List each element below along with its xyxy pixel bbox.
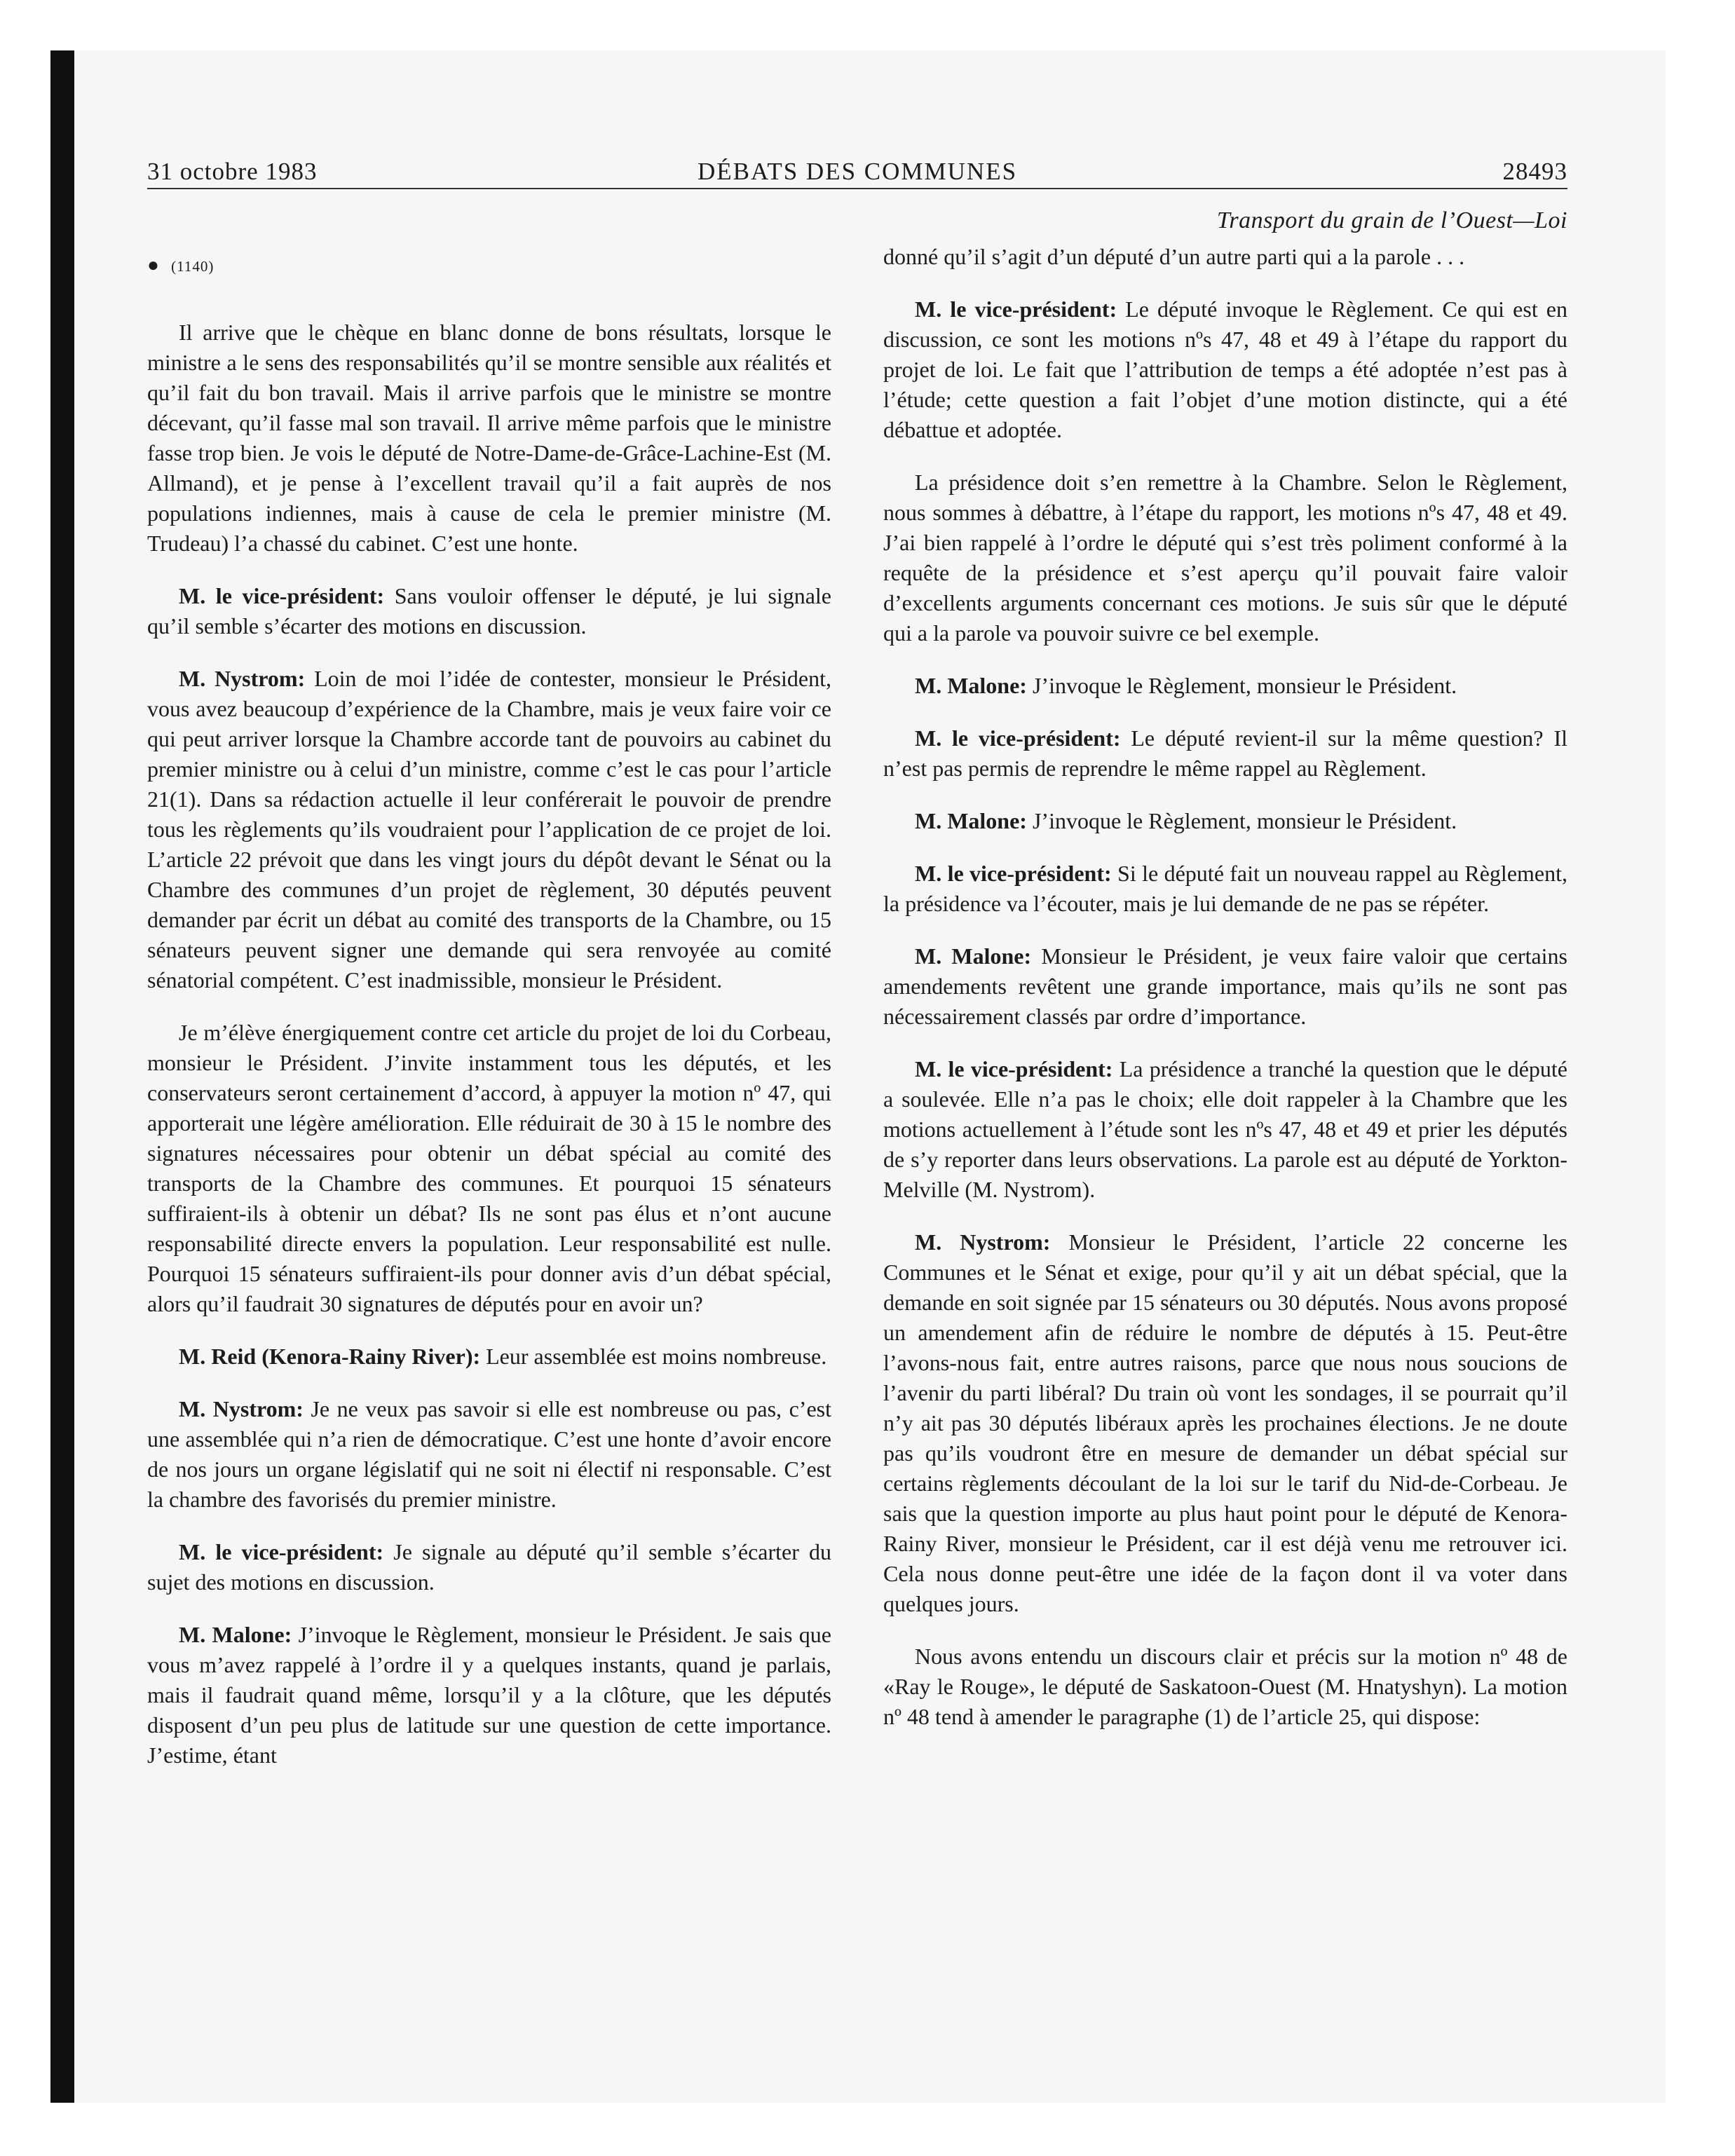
paragraph (147, 1018, 831, 1319)
scan-edge (50, 50, 74, 2103)
paragraph-text: Monsieur le Président, je veux faire valoir que certains amendements revêtent une grande importance, mais qu’ils ne sont pas nécessairement classés par ordre d’importance. (883, 943, 1568, 1029)
paragraph (883, 723, 1567, 784)
speaker-name: M. Malone: (915, 673, 1027, 698)
right-column (883, 242, 1567, 1754)
speaker-name: M. le vice-président: (915, 296, 1117, 322)
paragraph-text: Je ne veux pas savoir si elle est nombreuse ou pas, c’est une assemblée qui n’a rien de démocratique. C’est une honte d’avoir encore de nos jours un organe législatif qui ne soit ni électif ni responsable. C’est la chambre des favorisés du premier ministre. (147, 1396, 832, 1512)
paragraph-text: Le député revient-il sur la même question? Il n’est pas permis de reprendre le même rappel au Règlement. (883, 725, 1568, 781)
paragraph (883, 468, 1567, 648)
header-journal-title: DÉBATS DES COMMUNES (697, 158, 1018, 185)
paragraph-text: J’invoque le Règlement, monsieur le Président. Je sais que vous m’avez rappelé à l’ordre il y a quelques instants, quand je parlais, mais il faudrait quand même, lorsqu’il y a la clôture, que les députés disposent d’un peu plus de latitude sur une question de cette importance. J’estime, étant (147, 1622, 832, 1768)
paragraph (147, 318, 831, 559)
paragraph-text: Si le député fait un nouveau rappel au Règlement, la présidence va l’écouter, mais je lui demande de ne pas se répéter. (883, 861, 1568, 916)
speaker-name: M. le vice-président: (179, 1539, 384, 1564)
paragraph (883, 242, 1567, 272)
speaker-name: M. Malone: (915, 808, 1027, 833)
paragraph (147, 1394, 831, 1515)
speaker-name: M. Malone: (179, 1622, 292, 1647)
speaker-name: M. le vice-président: (915, 1056, 1113, 1082)
speaker-name: M. Malone: (915, 943, 1032, 969)
bullet-icon: ● (147, 254, 160, 276)
header-page-number: 28493 (1502, 158, 1567, 185)
paragraph-text: Leur assemblée est moins nombreuse. (480, 1344, 827, 1369)
speaker-name: M. le vice-président: (915, 861, 1112, 886)
paragraph-text: Sans vouloir offenser le député, je lui signale qu’il semble s’écarter des motions en discussion. (147, 583, 832, 639)
running-title: Transport du grain de l’Ouest—Loi (1216, 207, 1567, 233)
paragraph (147, 1342, 831, 1372)
speaker-name: M. le vice-président: (915, 725, 1121, 751)
paragraph-text: La présidence doit s’en remettre à la Chambre. Selon le Règlement, nous sommes à débattre, à l’étape du rapport, les motions nºs 47, 48 et 49. J’ai bien rappelé à l’ordre le député qui s’est très poliment conformé à la requête de la présidence et s’est aperçu qu’il pouvait faire valoir d’excellents arguments concernant ces motions. Je suis sûr que le député qui a la parole va pouvoir suivre ce bel exemple. (883, 470, 1567, 646)
paragraph (883, 806, 1567, 836)
paragraph (883, 1642, 1567, 1732)
paragraph (147, 1537, 831, 1597)
paragraph-text: Le député invoque le Règlement. Ce qui est en discussion, ce sont les motions nºs 47, 48 et 49 à l’étape du rapport du projet de loi. Le fait que l’attribution de temps a été adoptée n’est pas à l’étude; cette question a fait l’objet d’une motion distincte, qui a été débattue et adoptée. (883, 296, 1568, 442)
paragraph-text: Je m’élève énergiquement contre cet article du projet de loi du Corbeau, monsieur le Président. J’invite instamment tous les députés, et les conservateurs seront certainement d’accord, à appuyer la motion nº 47, qui apporterait une légère amélioration. Elle réduirait de 30 à 15 le nombre des signatures nécessaires pour obtenir un débat spécial au comité des transports de la Chambre des communes. Et pourquoi 15 sénateurs suffiraient-ils à obtenir un débat? Ils ne sont pas élus et n’ont aucune responsabilité directe envers la population. Leur responsabilité est nulle. Pourquoi 15 sénateurs suffiraient-ils pour donner avis d’un débat spécial, alors qu’il faudrait 30 signatures de députés pour en avoir un? (147, 1020, 831, 1316)
header-rule (147, 188, 1567, 189)
right-paragraphs (883, 242, 1567, 1732)
timestamp-marker (147, 250, 831, 318)
paragraph-text: Je signale au député qu’il semble s’écarter du sujet des motions en discussion. (147, 1539, 831, 1595)
paragraph-text: J’invoque le Règlement, monsieur le Président. (1026, 808, 1457, 833)
speaker-name: M. Nystrom: (179, 1396, 304, 1421)
speaker-name: M. le vice-président: (179, 583, 385, 608)
timestamp-text: (1140) (171, 258, 215, 275)
speaker-name: M. Nystrom: (915, 1229, 1051, 1255)
paragraph (883, 1227, 1567, 1619)
paragraph (147, 664, 831, 995)
paragraph-text: La présidence a tranché la question que le député a soulevée. Elle n’a pas le choix; elle doit rappeler à la Chambre que les motions actuellement à l’étude sont les nºs 47, 48 et 49 et prier les députés de s’y reporter dans leurs observations. La parole est au député de Yorkton-Melville (M. Nystrom). (883, 1056, 1568, 1202)
page-header (147, 158, 1567, 191)
paragraph (147, 1620, 831, 1770)
paragraph (883, 941, 1567, 1032)
speaker-name: M. Nystrom: (179, 666, 306, 691)
paragraph-text: J’invoque le Règlement, monsieur le Président. (1026, 673, 1457, 698)
header-date: 31 octobre 1983 (147, 158, 318, 185)
paragraph-text: donné qu’il s’agit d’un député d’un autre parti qui a la parole . . . (883, 244, 1465, 269)
paragraph (883, 859, 1567, 919)
speaker-name: M. Reid (Kenora-Rainy River): (179, 1344, 481, 1369)
paragraph (883, 671, 1567, 701)
left-paragraphs (147, 318, 831, 1770)
paragraph-text: Monsieur le Président, l’article 22 concerne les Communes et le Sénat et exige, pour qu’il y ait un débat spécial, que la demande en soit signée par 15 sénateurs ou 30 députés. Nous avons proposé un amendement afin de réduire le nombre de députés à 15. Peut-être l’avons-nous fait, entre autres raisons, parce que nous nous soucions de l’avenir du parti libéral? Du train où vont les sondages, il se pourrait qu’il n’y ait pas 30 députés libéraux après les prochaines élections. Je ne doute pas qu’ils voudront être en mesure de demander un débat spécial sur certains règlements découlant de la loi sur le tarif du Nid-de-Corbeau. Je sais que la question importe au plus haut point pour le député de Kenora-Rainy River, monsieur le Président, car il est déjà venu me retrouver ici. Cela nous donne peut-être une idée de la façon dont il va voter dans quelques jours. (883, 1229, 1568, 1616)
paragraph (883, 1054, 1567, 1205)
paragraph-text: Il arrive que le chèque en blanc donne de bons résultats, lorsque le ministre a le sens des responsabilités qu’il se montre sensible aux réalités et qu’il fait du bon travail. Mais il arrive parfois que le ministre se montre décevant, qu’il fasse mal son travail. Il arrive même parfois que le ministre fasse trop bien. Je vois le député de Notre-Dame-de-Grâce-Lachine-Est (M. Allmand), et je pense à l’excellent travail qu’il a fait auprès de nos populations indiennes, mais à cause de cela le premier ministre (M. Trudeau) l’a chassé du cabinet. C’est une honte. (147, 320, 831, 556)
paragraph (883, 294, 1567, 445)
left-column (147, 242, 831, 1793)
paragraph-text: Loin de moi l’idée de contester, monsieur le Président, vous avez beaucoup d’expérience de la Chambre, mais je veux faire voir ce qui peut arriver lorsque la Chambre accorde tant de pouvoirs au cabinet du premier ministre ou à celui d’un ministre, comme c’est le cas pour l’article 21(1). Dans sa rédaction actuelle il leur conférerait le pouvoir de prendre tous les règlements qu’ils voudraient pour l’application de ce projet de loi. L’article 22 prévoit que dans les vingt jours du dépôt devant le Sénat ou la Chambre des communes d’un projet de règlement, 30 députés peuvent demander par écrit un débat au comité des transports de la Chambre, ou 15 sénateurs peuvent signer une demande qui sera renvoyée au comité sénatorial compétent. C’est inadmissible, monsieur le Président. (147, 666, 832, 992)
paragraph-text: Nous avons entendu un discours clair et précis sur la motion nº 48 de «Ray le Rouge», le député de Saskatoon-Ouest (M. Hnatyshyn). La motion nº 48 tend à amender le paragraphe (1) de l’article 25, qui dispose: (883, 1644, 1567, 1729)
paragraph (147, 581, 831, 641)
